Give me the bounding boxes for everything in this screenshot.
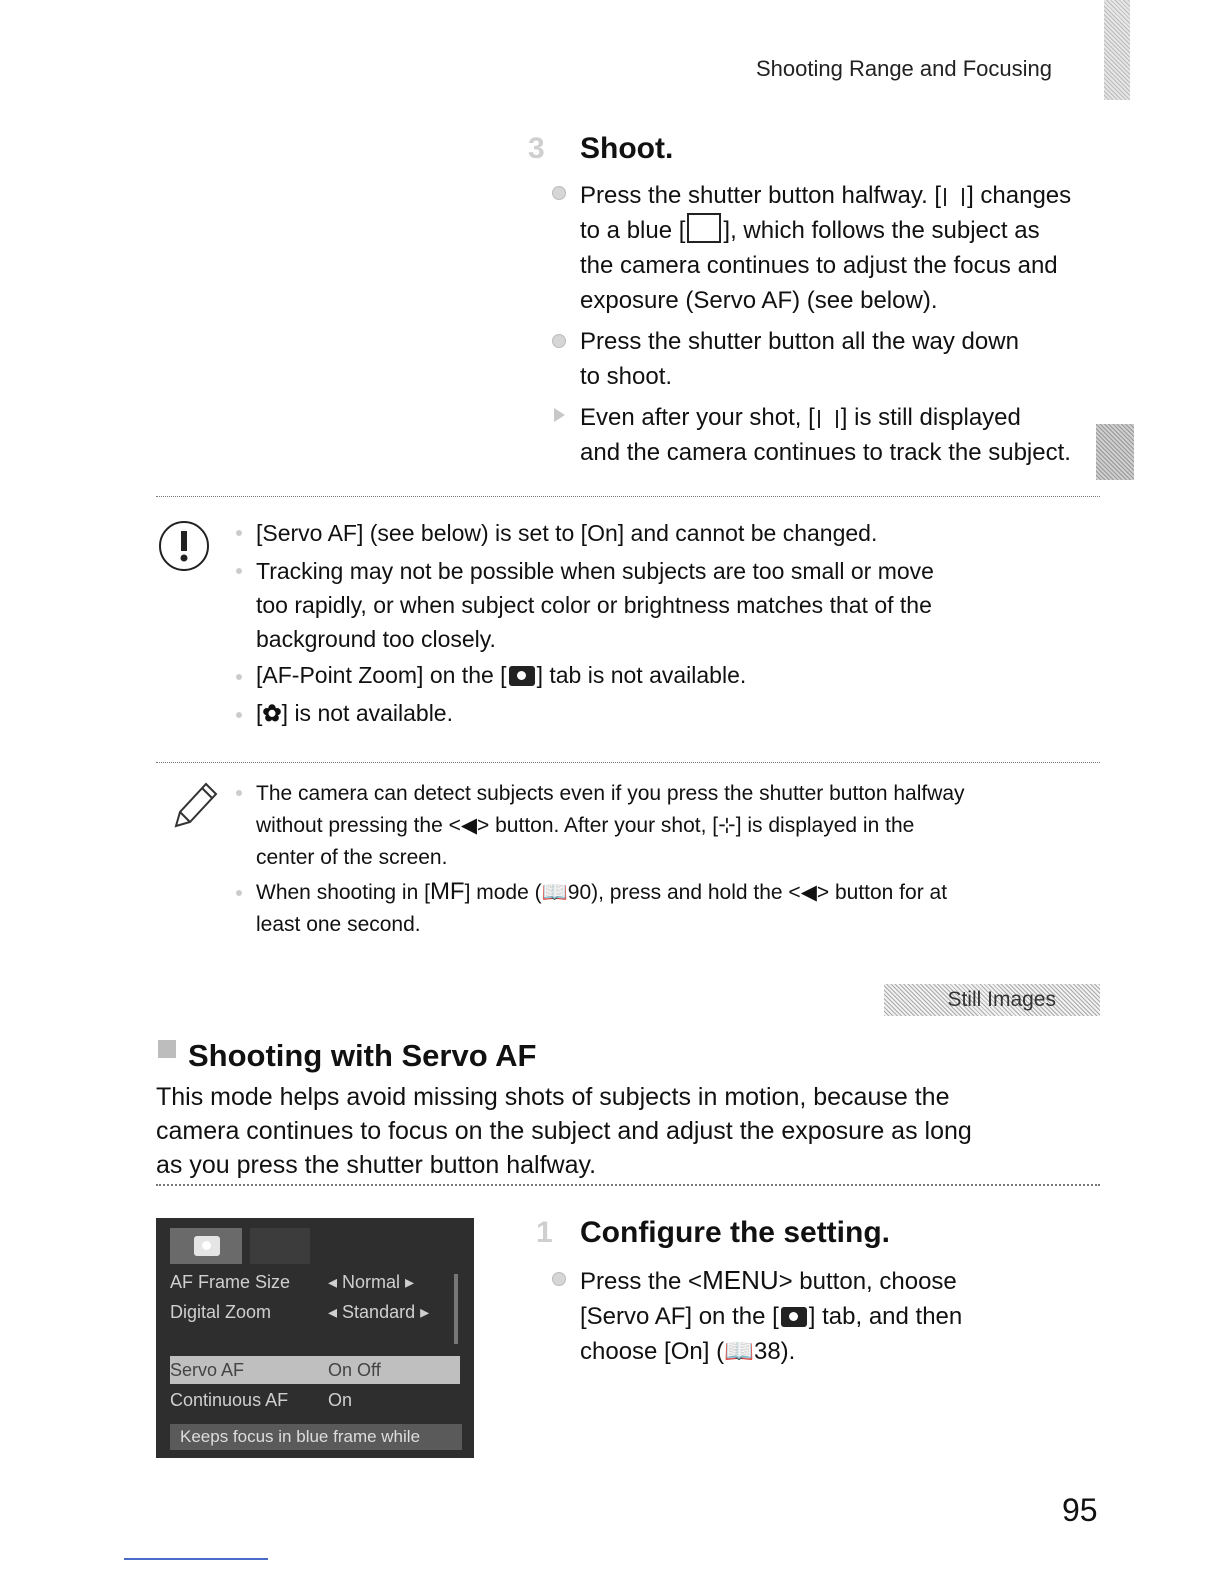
footer-rule bbox=[124, 1558, 268, 1560]
text-span: > button. After your shot, [ bbox=[477, 814, 719, 837]
menu-row-label: Digital Zoom bbox=[170, 1302, 272, 1322]
bullet-dot bbox=[236, 530, 242, 536]
text-span: [AF-Point Zoom] on the [ bbox=[256, 662, 507, 688]
menu-row-label: Servo AF bbox=[170, 1360, 245, 1380]
menu-row bbox=[170, 1386, 460, 1414]
center-frame-icon: ⊹ bbox=[718, 814, 736, 837]
text-line: This mode helps avoid missing shots of subjects in motion, because the bbox=[156, 1083, 950, 1111]
section-title: Shooting with Servo AF bbox=[188, 1038, 537, 1073]
step-number: 1 bbox=[536, 1216, 553, 1249]
caution-item bbox=[256, 554, 1096, 656]
text-span: ] is displayed in the bbox=[735, 814, 915, 837]
af-frame-icon bbox=[818, 410, 838, 428]
text-span: When shooting in [ bbox=[256, 881, 430, 904]
text-line: The camera can detect subjects even if you press the shutter button halfway bbox=[256, 782, 965, 805]
book-reference-icon: 📖 bbox=[724, 1338, 754, 1365]
page-edge-tab bbox=[1104, 0, 1130, 100]
text-line: too rapidly, or when subject color or brightness matches that of the bbox=[256, 592, 932, 618]
bullet-dot bbox=[236, 674, 242, 680]
camera-tab-icon bbox=[509, 666, 535, 686]
menu-row-value: On bbox=[328, 1390, 353, 1410]
menu-button-label: MENU bbox=[702, 1265, 779, 1295]
menu-row bbox=[170, 1268, 460, 1296]
menu-row-label: AF Frame Size bbox=[170, 1272, 291, 1292]
text-line: the camera continues to adjust the focus and bbox=[580, 252, 1058, 279]
caution-item bbox=[256, 658, 746, 692]
bullet-dot bbox=[236, 790, 242, 796]
menu-scrollbar bbox=[454, 1274, 458, 1344]
text-span: [ bbox=[256, 700, 263, 726]
bullet-dot bbox=[236, 712, 242, 718]
step1-instructions bbox=[580, 1263, 1100, 1369]
camera-menu-screenshot bbox=[156, 1218, 474, 1458]
bullet-dot bbox=[552, 186, 566, 200]
menu-help-text: Keeps focus in blue frame while bbox=[170, 1424, 462, 1450]
text-span: Press the shutter button halfway. [ bbox=[580, 182, 942, 209]
menu-row bbox=[170, 1298, 460, 1326]
divider bbox=[156, 1184, 1100, 1186]
af-frame-icon bbox=[944, 188, 964, 206]
section-intro bbox=[156, 1080, 1106, 1182]
text-line: and the camera continues to track the subject. bbox=[580, 439, 1071, 466]
text-span: ] is not available. bbox=[281, 700, 453, 726]
text-span: ], which follows the subject as bbox=[723, 217, 1040, 244]
caution-item bbox=[256, 696, 453, 730]
memo-item bbox=[256, 778, 1096, 874]
text-line: center of the screen. bbox=[256, 846, 448, 869]
step-title: Shoot. bbox=[580, 132, 674, 165]
step3-bullet2 bbox=[580, 324, 1120, 394]
text-span: Even after your shot, [ bbox=[580, 404, 815, 431]
text-line: Tracking may not be possible when subjects are too small or move bbox=[256, 558, 934, 584]
text-span: ] changes bbox=[967, 182, 1072, 209]
bullet-dot bbox=[236, 890, 242, 896]
macro-flower-icon: ✿ bbox=[262, 700, 282, 726]
text-line: to shoot. bbox=[580, 363, 673, 390]
menu-row-label: Continuous AF bbox=[170, 1390, 289, 1410]
camera-tab-icon bbox=[781, 1307, 807, 1327]
step-title: Configure the setting. bbox=[580, 1216, 890, 1249]
mf-mode-icon: MF bbox=[429, 878, 465, 905]
bullet-dot bbox=[236, 568, 242, 574]
camera-tab-icon bbox=[194, 1236, 220, 1256]
text-line: as you press the shutter button halfway. bbox=[156, 1151, 597, 1179]
text-span: 38). bbox=[753, 1338, 796, 1365]
running-header: Shooting Range and Focusing bbox=[756, 56, 1052, 81]
step-number: 3 bbox=[528, 132, 545, 165]
book-reference-icon: 📖 bbox=[541, 881, 568, 904]
text-span: choose [On] ( bbox=[580, 1338, 725, 1365]
result-arrow-icon bbox=[554, 408, 565, 422]
blue-frame-icon bbox=[687, 213, 721, 243]
text-span: > button for at bbox=[816, 881, 948, 904]
divider bbox=[156, 496, 1100, 497]
left-arrow-icon: ◀ bbox=[800, 881, 817, 904]
text-span: ] mode ( bbox=[464, 881, 542, 904]
menu-row-value: On Off bbox=[328, 1360, 381, 1380]
text-span: Press the < bbox=[580, 1268, 703, 1295]
step3-bullet1 bbox=[580, 178, 1120, 318]
menu-tab-tools bbox=[250, 1228, 310, 1264]
menu-tab-bar bbox=[170, 1228, 470, 1264]
text-line: background too closely. bbox=[256, 626, 496, 652]
text-span: [Servo AF] on the [ bbox=[580, 1303, 779, 1330]
text-span: ] tab is not available. bbox=[536, 662, 747, 688]
still-images-badge: Still Images bbox=[884, 984, 1100, 1016]
pencil-icon bbox=[168, 776, 222, 836]
bullet-dot bbox=[552, 1272, 566, 1286]
divider bbox=[156, 762, 1100, 763]
text-span: without pressing the < bbox=[256, 814, 461, 837]
menu-row-selected bbox=[170, 1356, 460, 1384]
menu-row-value: ◂ Standard ▸ bbox=[328, 1302, 430, 1322]
bullet-dot bbox=[552, 334, 566, 348]
step3-result bbox=[580, 400, 1120, 470]
memo-item bbox=[256, 876, 1096, 941]
text-span: ] is still displayed bbox=[840, 404, 1021, 431]
text-span: 90), press and hold the < bbox=[567, 881, 801, 904]
section-square-icon bbox=[158, 1040, 176, 1058]
text-line: least one second. bbox=[256, 913, 421, 936]
text-line: camera continues to focus on the subject and adjust the exposure as long bbox=[156, 1117, 972, 1145]
text-line: Press the shutter button all the way down bbox=[580, 328, 1019, 355]
text-span: > button, choose bbox=[778, 1268, 957, 1295]
caution-item: [Servo AF] (see below) is set to [On] and cannot be changed. bbox=[256, 520, 878, 546]
menu-tab-camera bbox=[170, 1228, 242, 1264]
text-span: ] tab, and then bbox=[808, 1303, 963, 1330]
menu-row-value: ◂ Normal ▸ bbox=[328, 1272, 415, 1292]
text-line: exposure (Servo AF) (see below). bbox=[580, 287, 938, 314]
text-span: to a blue [ bbox=[580, 217, 686, 244]
caution-icon bbox=[156, 518, 216, 578]
page-number: 95 bbox=[1062, 1492, 1098, 1528]
left-arrow-icon: ◀ bbox=[460, 814, 478, 837]
